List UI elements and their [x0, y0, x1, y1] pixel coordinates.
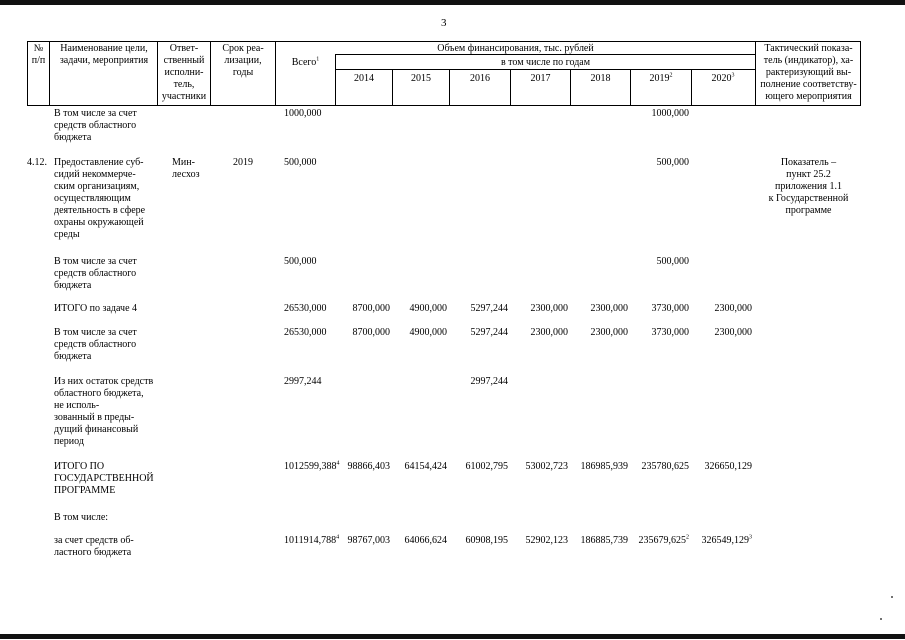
row-year-2016: 5297,244 [470, 303, 508, 314]
header-funding-title: Объем финансирования, тыс. рублей [437, 43, 594, 54]
header-year-2017: 2017 [530, 73, 551, 84]
row-name: ИТОГО ПО ГОСУДАРСТВЕННОЙ ПРОГРАММЕ [54, 461, 154, 496]
row-number: 4.12. [27, 157, 47, 168]
row-year-2020: 2300,000 [714, 303, 752, 314]
row-year-2016: 60908,195 [465, 535, 508, 546]
header-term: Срок реа- лизации, годы [222, 43, 264, 78]
row-name: В том числе за счет средств областного бюджета [54, 256, 137, 291]
row-total: 1012599,388$^4$ [284, 460, 340, 472]
header-year-2014: 2014 [354, 73, 374, 84]
row-responsible: Мин- лесхоз [172, 157, 200, 180]
row-name: Из них остаток средств областного бюджета, не исполь- зованный в преды- дущий финансовый период [54, 376, 154, 447]
header-by-years: в том числе по годам [500, 57, 591, 68]
row-total: 500,000 [284, 157, 317, 168]
row-total: 1011914,788$^4$ [284, 534, 340, 546]
row-year-2017: 52902,123 [525, 535, 568, 546]
row-total: 500,000 [284, 256, 317, 267]
row-year-2014: 98866,403 [347, 461, 390, 472]
row-name: В том числе за счет средств областного бюджета [54, 108, 137, 143]
row-year-2019: 3730,000 [651, 327, 689, 338]
row-total: 2997,244 [284, 376, 322, 387]
header-year-2020: 2020$^3$ [711, 72, 735, 84]
row-year-2018: 2300,000 [590, 303, 628, 314]
row-year-2019: 235679,625$^2$ [638, 534, 689, 546]
header-year-2016: 2016 [470, 73, 490, 84]
row-year-2019: 500,000 [656, 256, 689, 267]
row-year-2016: 61002,795 [465, 461, 508, 472]
row-year-2015: 64154,424 [404, 461, 447, 472]
page-number: 3 [441, 17, 447, 29]
top-rule [0, 0, 905, 5]
row-year-2016: 5297,244 [470, 327, 508, 338]
header-total: Всего$^1$ [291, 56, 320, 68]
row-year-2015: 64066,624 [404, 535, 447, 546]
row-year-2019: 1000,000 [651, 108, 689, 119]
row-year-2017: 53002,723 [525, 461, 568, 472]
row-total: 1000,000 [284, 108, 322, 119]
row-year-2014: 8700,000 [352, 327, 390, 338]
row-name: Предоставление суб- сидий некоммерче- ским организациям, осуществляющим деятельность в сфере охраны окружающей среды [54, 157, 146, 240]
row-year-2018: 186885,739 [580, 535, 628, 546]
header-num: № п/п [31, 43, 46, 66]
bottom-rule [0, 634, 905, 639]
row-year-2019: 3730,000 [651, 303, 689, 314]
row-year-2020: 2300,000 [714, 327, 752, 338]
row-name: ИТОГО по задаче 4 [54, 303, 138, 314]
header-name: Наименование цели, задачи, мероприятия [59, 43, 149, 66]
row-term: 2019 [233, 157, 253, 168]
row-year-2014: 98767,003 [347, 535, 390, 546]
row-year-2017: 2300,000 [530, 327, 568, 338]
row-year-2020: 326650,129 [704, 461, 752, 472]
row-year-2014: 8700,000 [352, 303, 390, 314]
row-total: 26530,000 [284, 303, 327, 314]
row-year-2018: 2300,000 [590, 327, 628, 338]
scan-speck [891, 596, 893, 598]
row-name: В том числе: [54, 512, 109, 523]
header-responsible: Ответ- ственный исполни- тель, участники [161, 43, 207, 102]
row-year-2020: 326549,129$^3$ [701, 534, 752, 546]
row-year-2015: 4900,000 [409, 327, 447, 338]
header-year-2019: 2019$^2$ [649, 72, 673, 84]
row-year-2018: 186985,939 [580, 461, 628, 472]
row-name: за счет средств об- ластного бюджета [54, 535, 134, 558]
row-total: 26530,000 [284, 327, 327, 338]
row-indicator: Показатель – пункт 25.2 приложения 1.1 к Государственной программе [768, 157, 849, 216]
scan-speck [880, 618, 882, 620]
row-year-2019: 500,000 [656, 157, 689, 168]
header-year-2015: 2015 [411, 73, 431, 84]
header-year-2018: 2018 [590, 73, 611, 84]
header-indicator: Тактический показа- тель (индикатор), ха- рактеризующий вы- полнение соответству- ющего мероприятия [760, 43, 857, 102]
row-year-2016: 2997,244 [470, 376, 508, 387]
row-year-2019: 235780,625 [641, 461, 689, 472]
row-year-2015: 4900,000 [409, 303, 447, 314]
row-name: В том числе за счет средств областного бюджета [54, 327, 137, 362]
row-year-2017: 2300,000 [530, 303, 568, 314]
